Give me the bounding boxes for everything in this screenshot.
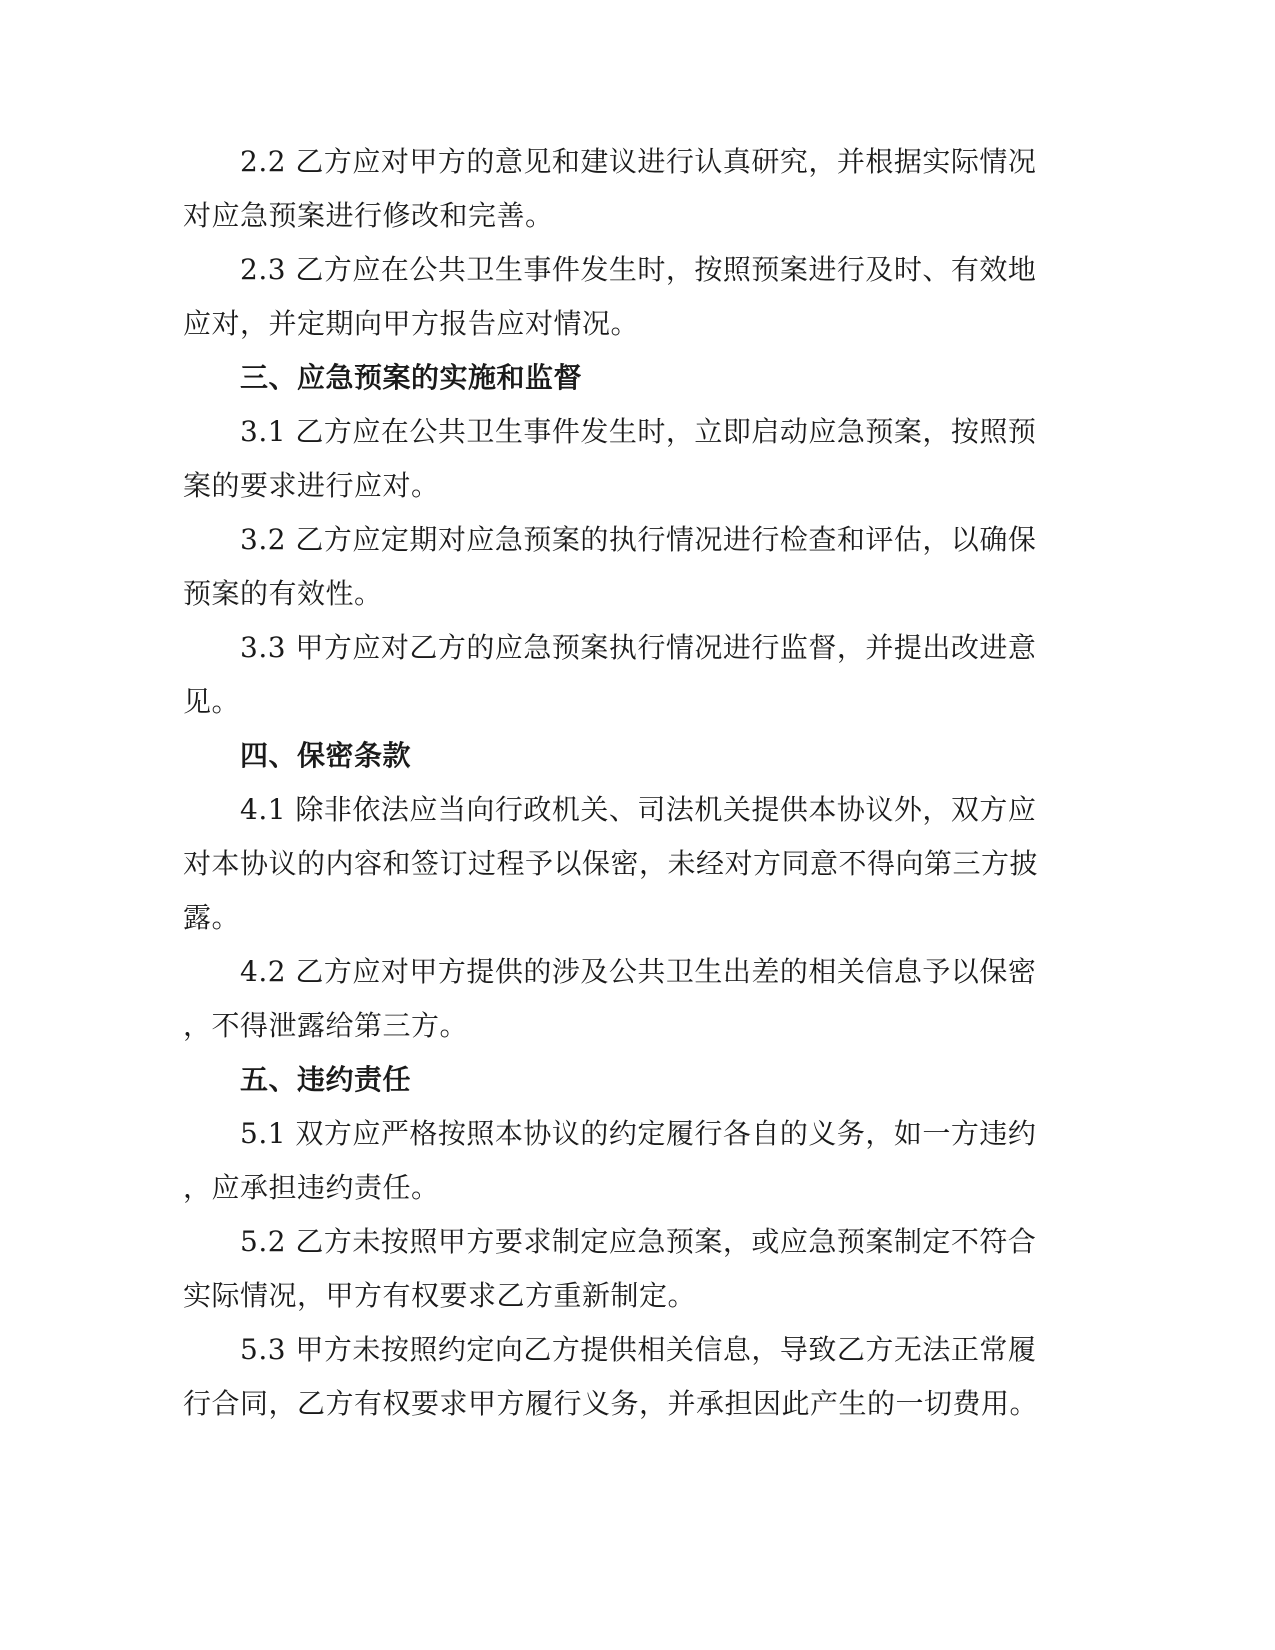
clause-5-1-line-2: ，应承担违约责任。 [183,1171,440,1204]
clause-2-3-line-2: 应对，并定期向甲方报告应对情况。 [183,307,640,340]
clause-2-2-line-2: 对应急预案进行修改和完善。 [183,199,554,232]
clause-3-3-line-1: 3.3 甲方应对乙方的应急预案执行情况进行监督，并提出改进意 [240,631,1037,664]
clause-5-1-line-1: 5.1 双方应严格按照本协议的约定履行各自的义务，如一方违约 [240,1117,1037,1150]
clause-4-1-line-3: 露。 [183,901,241,934]
clause-5-2-line-1: 5.2 乙方未按照甲方要求制定应急预案，或应急预案制定不符合 [240,1225,1037,1258]
section-3-heading: 三、应急预案的实施和监督 [240,361,583,394]
clause-2-3-line-1: 2.3 乙方应在公共卫生事件发生时，按照预案进行及时、有效地 [240,253,1037,286]
clause-3-3-line-2: 见。 [183,685,241,718]
clause-3-2-line-1: 3.2 乙方应定期对应急预案的执行情况进行检查和评估，以确保 [240,523,1037,556]
section-5-heading: 五、违约责任 [240,1063,412,1096]
clause-5-2-line-2: 实际情况，甲方有权要求乙方重新制定。 [183,1279,697,1312]
clause-5-3-line-1: 5.3 甲方未按照约定向乙方提供相关信息，导致乙方无法正常履 [240,1333,1037,1366]
section-4-heading: 四、保密条款 [240,739,412,772]
clause-4-2-line-1: 4.2 乙方应对甲方提供的涉及公共卫生出差的相关信息予以保密 [240,955,1037,988]
clause-5-3-line-2: 行合同，乙方有权要求甲方履行义务，并承担因此产生的一切费用。 [183,1387,1039,1420]
clause-3-2-line-2: 预案的有效性。 [183,577,383,610]
clause-3-1-line-2: 案的要求进行应对。 [183,469,440,502]
clause-4-1-line-1: 4.1 除非依法应当向行政机关、司法机关提供本协议外，双方应 [240,793,1037,826]
clause-3-1-line-1: 3.1 乙方应在公共卫生事件发生时，立即启动应急预案，按照预 [240,415,1037,448]
clause-4-1-line-2: 对本协议的内容和签订过程予以保密，未经对方同意不得向第三方披 [183,847,1039,880]
clause-2-2-line-1: 2.2 乙方应对甲方的意见和建议进行认真研究，并根据实际情况 [240,145,1037,178]
clause-4-2-line-2: ，不得泄露给第三方。 [183,1009,469,1042]
